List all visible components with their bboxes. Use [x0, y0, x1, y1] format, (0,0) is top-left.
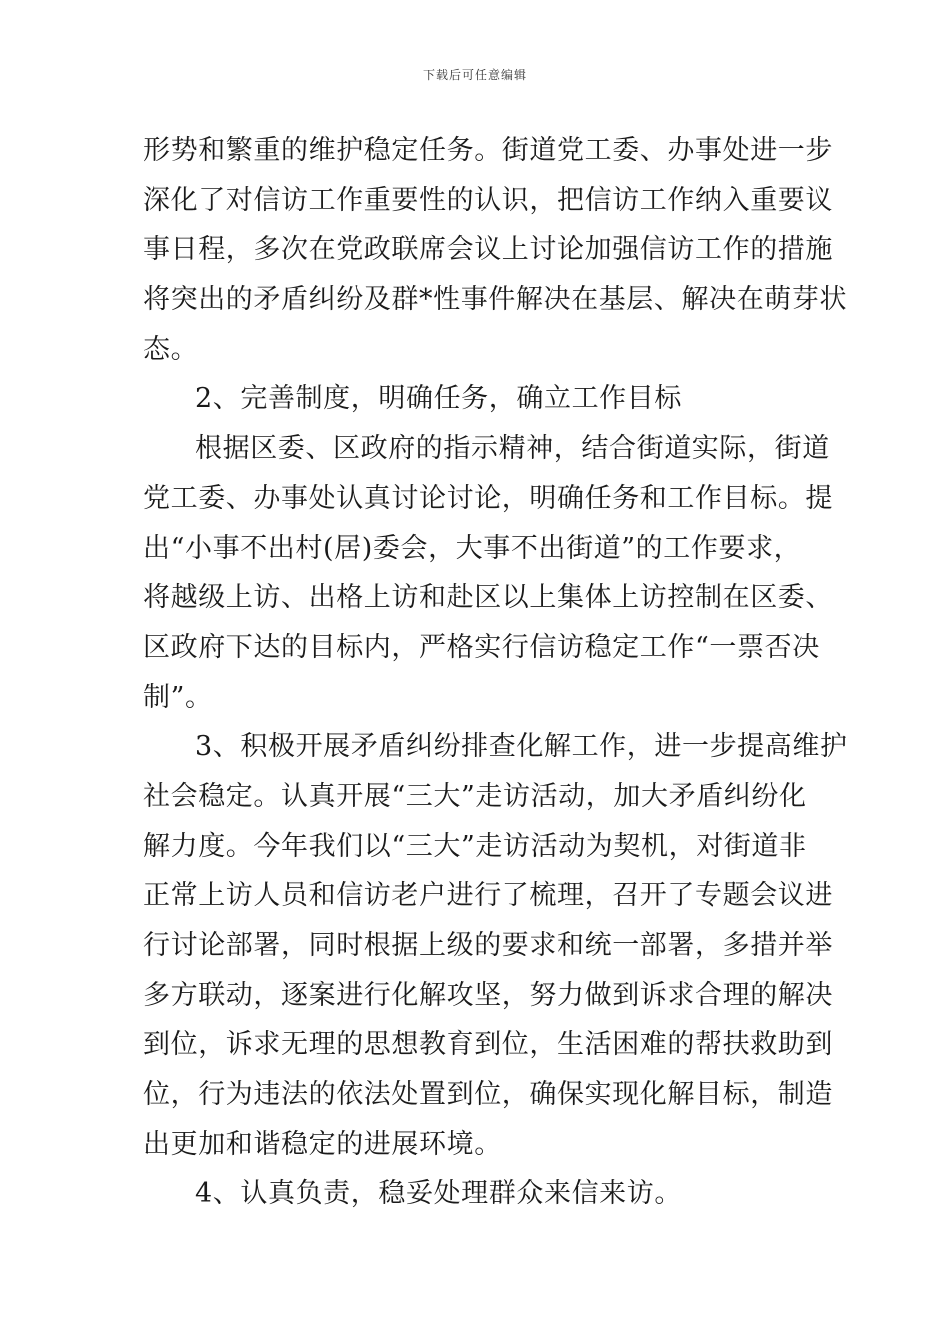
text-line: 正常上访人员和信访老户进行了梳理，召开了专题会议进 — [143, 880, 833, 912]
text-line: 区政府下达的目标内，严格实行信访稳定工作“一票否决 — [143, 631, 820, 663]
text-line: 形势和繁重的维护稳定任务。街道党工委、办事处进一步 — [143, 135, 833, 166]
text-line: 将突出的矛盾纠纷及群*性事件解决在基层、解决在萌芽状 — [143, 284, 848, 316]
section-heading-4: 4、认真负责，稳妥处理群众来信来访。 — [195, 1178, 682, 1210]
text-line: 多方联动，逐案进行化解攻坚，努力做到诉求合理的解决 — [143, 979, 833, 1011]
text-line: 解力度。今年我们以“三大”走访活动为契机，对街道非 — [143, 830, 807, 862]
text-line: 党工委、办事处认真讨论讨论，明确任务和工作目标。提 — [143, 482, 833, 514]
text-line: 出更加和谐稳定的进展环境。 — [143, 1128, 502, 1160]
paragraph-start: 根据区委、区政府的指示精神，结合街道实际，街道 — [195, 433, 830, 465]
text-line: 到位，诉求无理的思想教育到位，生活困难的帮扶救助到 — [143, 1029, 833, 1061]
text-line: 事日程，多次在党政联席会议上讨论加强信访工作的措施 — [143, 234, 833, 266]
text-line: 行讨论部署，同时根据上级的要求和统一部署，多措并举 — [143, 930, 833, 961]
text-line: 深化了对信访工作重要性的认识，把信访工作纳入重要议 — [143, 184, 833, 216]
header-note: 下载后可任意编辑 — [422, 68, 527, 82]
text-line: 制”。 — [143, 681, 213, 713]
section-heading-2: 2、完善制度，明确任务，确立工作目标 — [195, 383, 682, 415]
text-line: 位，行为违法的依法处置到位，确保实现化解目标，制造 — [143, 1079, 833, 1111]
document-body — [143, 126, 848, 1219]
text-line: 将越级上访、出格上访和赴区以上集体上访控制在区委、 — [143, 582, 833, 614]
text-line: 社会稳定。认真开展“三大”走访活动，加大矛盾纠纷化 — [143, 780, 807, 812]
text-line: 出“小事不出村(居)委会，大事不出街道”的工作要求， — [143, 532, 802, 564]
section-heading-3: 3、积极开展矛盾纠纷排查化解工作，进一步提高维护 — [195, 731, 848, 763]
text-line: 态。 — [143, 333, 199, 365]
